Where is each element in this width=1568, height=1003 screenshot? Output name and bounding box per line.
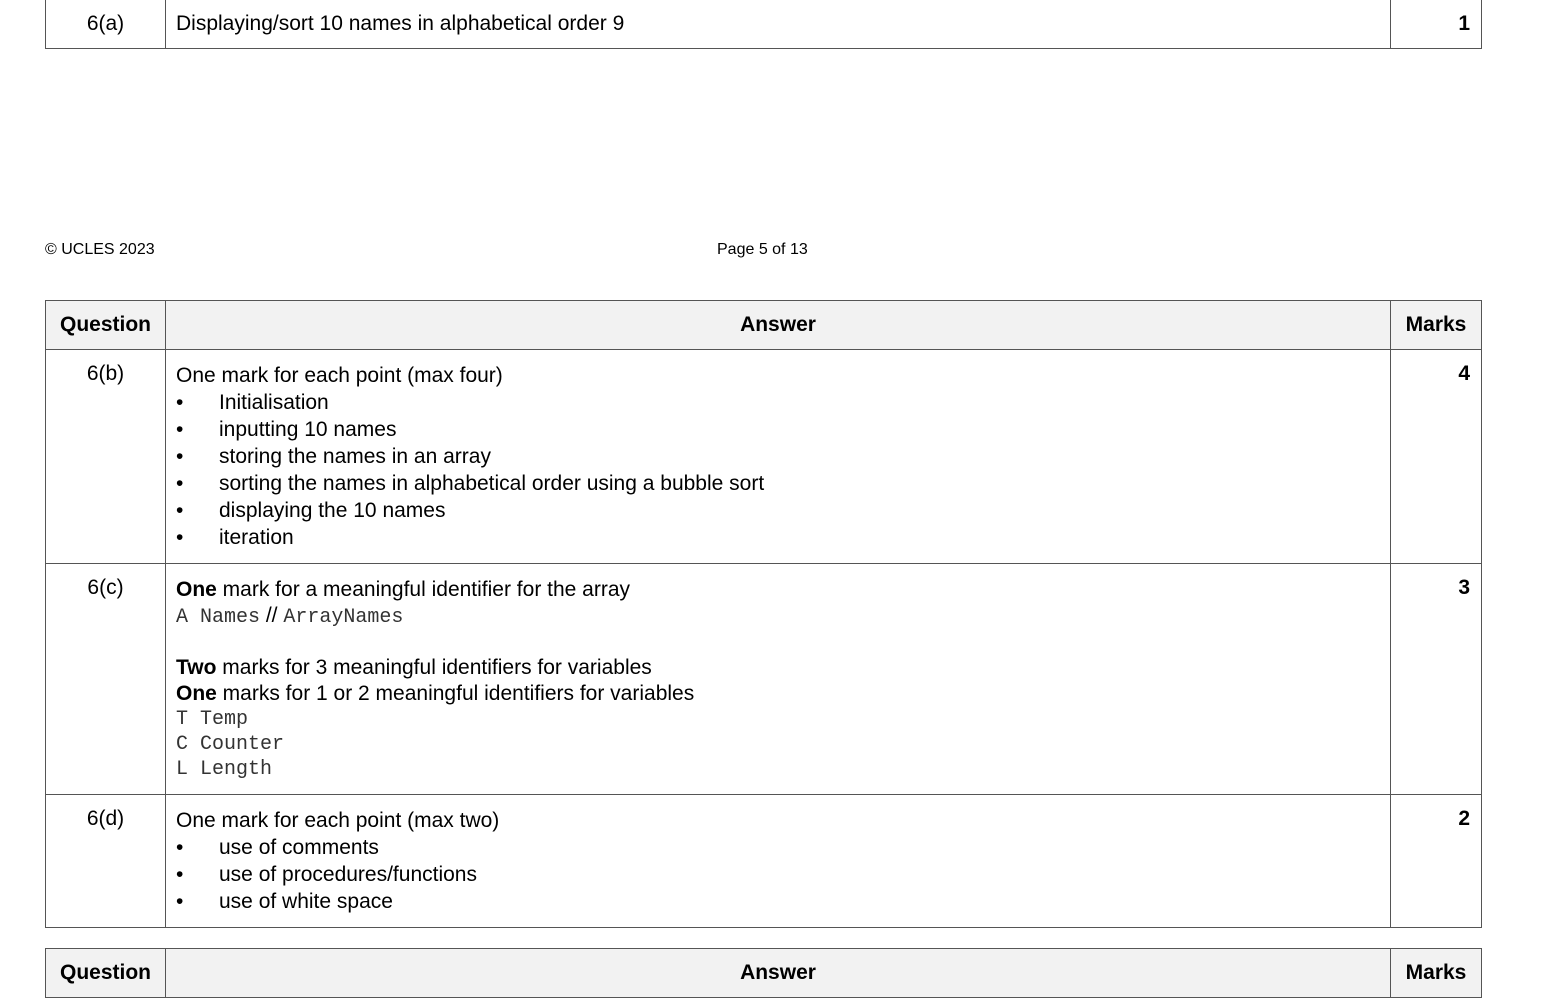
question-cell: 6(b) xyxy=(46,350,166,564)
header-row xyxy=(46,301,1482,350)
answer-line: One marks for 1 or 2 meaningful identifiers for variables xyxy=(176,682,695,705)
answer-intro: One mark for each point (max two) xyxy=(176,809,500,832)
question-header: Question xyxy=(46,949,166,998)
marks-cell: 3 xyxy=(1391,564,1482,795)
list-item: • inputting 10 names xyxy=(176,416,1380,443)
question-cell: 6(c) xyxy=(46,564,166,795)
list-item: • sorting the names in alphabetical order using a bubble sort xyxy=(176,470,1380,497)
mark-scheme-table xyxy=(45,300,1482,928)
answer-cell xyxy=(166,795,1391,928)
code-line: C Counter xyxy=(176,733,285,756)
table-row xyxy=(46,564,1482,795)
array-identifiers: A Names // ArrayNames xyxy=(176,604,404,629)
table-row xyxy=(46,0,1482,49)
spacer xyxy=(176,630,1380,655)
answer-cell: Displaying/sort 10 names in alphabetical order 9 xyxy=(166,0,1391,49)
marks-cell: 4 xyxy=(1391,350,1482,564)
answer-header: Answer xyxy=(166,301,1391,350)
bullet-list xyxy=(176,834,1380,915)
marks-cell: 1 xyxy=(1391,0,1482,49)
marks-header: Marks xyxy=(1391,301,1482,350)
answer-line: Two marks for 3 meaningful identifiers for variables xyxy=(176,656,652,679)
footer-page-number: Page 5 of 13 xyxy=(717,241,808,258)
list-item: • use of comments xyxy=(176,834,1380,861)
list-item: • storing the names in an array xyxy=(176,443,1380,470)
answer-line: One mark for a meaningful identifier for the array xyxy=(176,578,631,601)
table-row xyxy=(46,350,1482,564)
question-cell: 6(a) xyxy=(46,0,166,49)
answer-intro: One mark for each point (max four) xyxy=(176,364,503,387)
list-item: • displaying the 10 names xyxy=(176,497,1380,524)
next-table xyxy=(45,948,1482,998)
list-item: • Initialisation xyxy=(176,389,1380,416)
code-line: T Temp xyxy=(176,708,249,731)
code-line: L Length xyxy=(176,758,273,781)
answer-header: Answer xyxy=(166,949,1391,998)
question-cell: 6(d) xyxy=(46,795,166,928)
footer-copyright: © UCLES 2023 xyxy=(45,241,155,258)
table-row xyxy=(46,795,1482,928)
marks-cell: 2 xyxy=(1391,795,1482,928)
marks-header: Marks xyxy=(1391,949,1482,998)
bullet-list xyxy=(176,389,1380,551)
top-table xyxy=(45,0,1482,49)
question-header: Question xyxy=(46,301,166,350)
answer-cell xyxy=(166,350,1391,564)
list-item: • use of white space xyxy=(176,888,1380,915)
header-row xyxy=(46,949,1482,998)
list-item: • use of procedures/functions xyxy=(176,861,1380,888)
list-item: • iteration xyxy=(176,524,1380,551)
answer-cell xyxy=(166,564,1391,795)
